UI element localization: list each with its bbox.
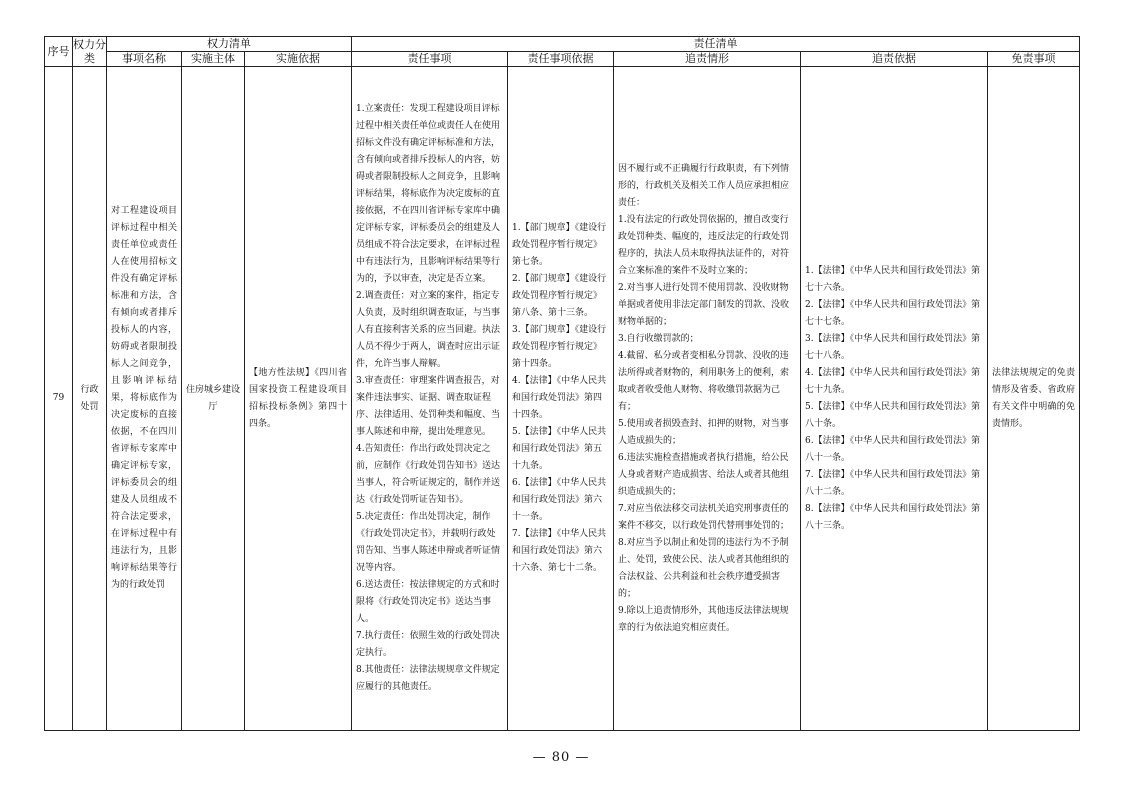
accountability-item: 5.使用或者损毁查封、扣押的财物，对当事人造成损失的； xyxy=(618,418,789,446)
accountability-item: 7.对应当依法移交司法机关追究刑事责任的案件不移交，以行政处罚代替刑事处罚的； xyxy=(618,503,790,531)
accountability-item: 1.没有法定的行政处罚依据的，擅自改变行政处罚种类、幅度的，违反法定的行政处罚程序的，执法人员未取得执法证件的，对符合立案标准的案件不及时立案的； xyxy=(618,214,790,276)
accountability-item: 9.除以上追责情形外，其他违反法律法规规章的行为依法追究相应责任。 xyxy=(618,605,789,633)
resp-basis-item: 2.【部门规章】《建设行政处罚程序暂行规定》第八条、第十三条。 xyxy=(512,274,607,318)
row-subject: 住房城乡建设厅 xyxy=(182,67,245,731)
header-exemption: 免责事项 xyxy=(988,52,1080,67)
row-accountability xyxy=(614,67,801,731)
accountability-item: 因不履行或不正确履行行政职责，有下列情形的，行政机关及相关工作人员应承担相应责任： xyxy=(618,163,790,208)
account-basis-item: 8.【法律】《中华人民共和国行政处罚法》第八十三条。 xyxy=(805,503,981,531)
row-account-basis xyxy=(801,67,988,731)
resp-item: 8.其他责任：法律法规规章文件规定应履行的其他责任。 xyxy=(356,665,500,692)
header-category: 权力分类 xyxy=(73,37,106,65)
header-account-basis: 追责依据 xyxy=(801,52,988,67)
resp-item: 6.送达责任：按法律规定的方式和时限将《行政处罚决定书》送达当事人。 xyxy=(356,580,500,624)
resp-basis-item: 5.【法律】《中华人民共和国行政处罚法》第五十九条。 xyxy=(512,427,607,471)
header-responsibility-list: 责任清单 xyxy=(352,37,1080,52)
resp-item: 2.调查责任：对立案的案件，指定专人负责，及时组织调查取证，与当事人有直接利害关系的应当回避。执法人员不得少于两人，调查时应出示证件，允许当事人辩解。 xyxy=(356,291,501,369)
row-resp-basis xyxy=(508,67,614,731)
resp-basis-item: 1.【部门规章】《建设行政处罚程序暂行规定》第七条。 xyxy=(512,223,607,267)
resp-item: 3.审查责任：审理案件调查报告，对案件违法事实、证据、调查取证程序、法律适用、处罚种类和幅度、当事人陈述和申辩，提出处理意见。 xyxy=(356,376,501,437)
account-basis-item: 1.【法律】《中华人民共和国行政处罚法》第七十六条。 xyxy=(805,265,981,293)
header-subject: 实施主体 xyxy=(182,52,245,67)
account-basis-item: 6.【法律】《中华人民共和国行政处罚法》第八十一条。 xyxy=(805,435,981,463)
header-resp-basis: 责任事项依据 xyxy=(508,52,614,67)
table-row xyxy=(45,67,1080,731)
resp-item: 1.立案责任：发现工程建设项目评标过程中相关责任单位或责任人在使用招标文件没有确定评标标准和方法，含有倾向或者排斥投标人的内容，妨碍或者限制投标人之间竞争，且影响评标结果，将标底作为决定废标的直接依据，不在四川省评标专家库中确定评标专家，评标委员会的组建及人员组成不符合法定要求，在评标过程中有违法行为，且影响评标结果等行为的，予以审查，决定是否立案。 xyxy=(356,104,501,284)
accountability-item: 8.对应当予以制止和处罚的违法行为不予制止、处罚，致使公民、法人或者其他组织的合法权益、公共利益和社会秩序遭受损害的； xyxy=(618,537,790,599)
header-basis: 实施依据 xyxy=(245,52,352,67)
resp-item: 5.决定责任：作出处罚决定，制作《行政处罚决定书》，并载明行政处罚告知、当事人陈述申辩或者听证情况等内容。 xyxy=(356,512,501,573)
row-basis: 【地方性法规】《四川省国家投资工程建设项目招标投标条例》第四十四条。 xyxy=(249,367,347,429)
account-basis-item: 3.【法律】《中华人民共和国行政处罚法》第七十八条。 xyxy=(805,333,981,361)
account-basis-item: 5.【法律】《中华人民共和国行政处罚法》第八十条。 xyxy=(805,401,981,429)
account-basis-item: 2.【法律】《中华人民共和国行政处罚法》第七十七条。 xyxy=(805,299,981,327)
row-seq: 79 xyxy=(45,67,73,731)
resp-basis-item: 3.【部门规章】《建设行政处罚程序暂行规定》第十四条。 xyxy=(512,325,607,369)
header-item-name: 事项名称 xyxy=(107,52,182,67)
account-basis-item: 4.【法律】《中华人民共和国行政处罚法》第七十九条。 xyxy=(805,367,981,395)
header-power-list: 权力清单 xyxy=(107,37,352,52)
resp-basis-item: 6.【法律】《中华人民共和国行政处罚法》第六十一条。 xyxy=(512,478,607,522)
accountability-item: 2.对当事人进行处罚不使用罚款、没收财物单据或者使用非法定部门制发的罚款、没收财物单据的； xyxy=(618,282,790,327)
accountability-item: 3.自行收缴罚款的； xyxy=(618,333,699,344)
row-resp-items xyxy=(352,67,508,731)
resp-basis-item: 7.【法律】《中华人民共和国行政处罚法》第六十六条、第七十二条。 xyxy=(512,529,607,573)
header-seq: 序号 xyxy=(45,37,73,67)
page-number: — 80 — xyxy=(532,750,590,765)
resp-item: 4.告知责任：作出行政处罚决定之前，应制作《行政处罚告知书》送达当事人，符合听证规定的，制作并送达《行政处罚听证告知书》。 xyxy=(356,444,501,505)
row-category: 行政处罚 xyxy=(73,67,107,731)
power-list-table xyxy=(44,36,1080,731)
resp-basis-item: 4.【法律】《中华人民共和国行政处罚法》第四十四条。 xyxy=(512,376,607,420)
row-exemption: 法律法规规定的免责情形及省委、省政府有关文件中明确的免责情形。 xyxy=(992,367,1075,429)
accountability-item: 4.截留、私分或者变相私分罚款、没收的违法所得或者财物的，利用职务上的便利，索取或者收受他人财物、将收缴罚款据为己有； xyxy=(618,350,790,412)
header-resp-items: 责任事项 xyxy=(352,52,508,67)
accountability-item: 6.违法实施检查措施或者执行措施，给公民人身或者财产造成损害、给法人或者其他组织造成损失的； xyxy=(618,452,790,497)
account-basis-item: 7.【法律】《中华人民共和国行政处罚法》第八十二条。 xyxy=(805,469,981,497)
header-accountability: 追责情形 xyxy=(614,52,801,67)
row-item-name: 对工程建设项目评标过程中相关责任单位或责任人在使用招标文件没有确定评标标准和方法，含有倾向或者排斥投标人的内容，妨碍或者限制投标人之间竞争，且影响评标结果，将标底作为决定废标的直接依据，不在四川省评标专家库中确定评标专家，评标委员会的组建及人员组成不符合法定要求，在评标过程中有违法行为，且影响评标结果等行为的行政处罚 xyxy=(111,206,177,590)
resp-item: 7.执行责任：依照生效的行政处罚决定执行。 xyxy=(356,631,500,658)
